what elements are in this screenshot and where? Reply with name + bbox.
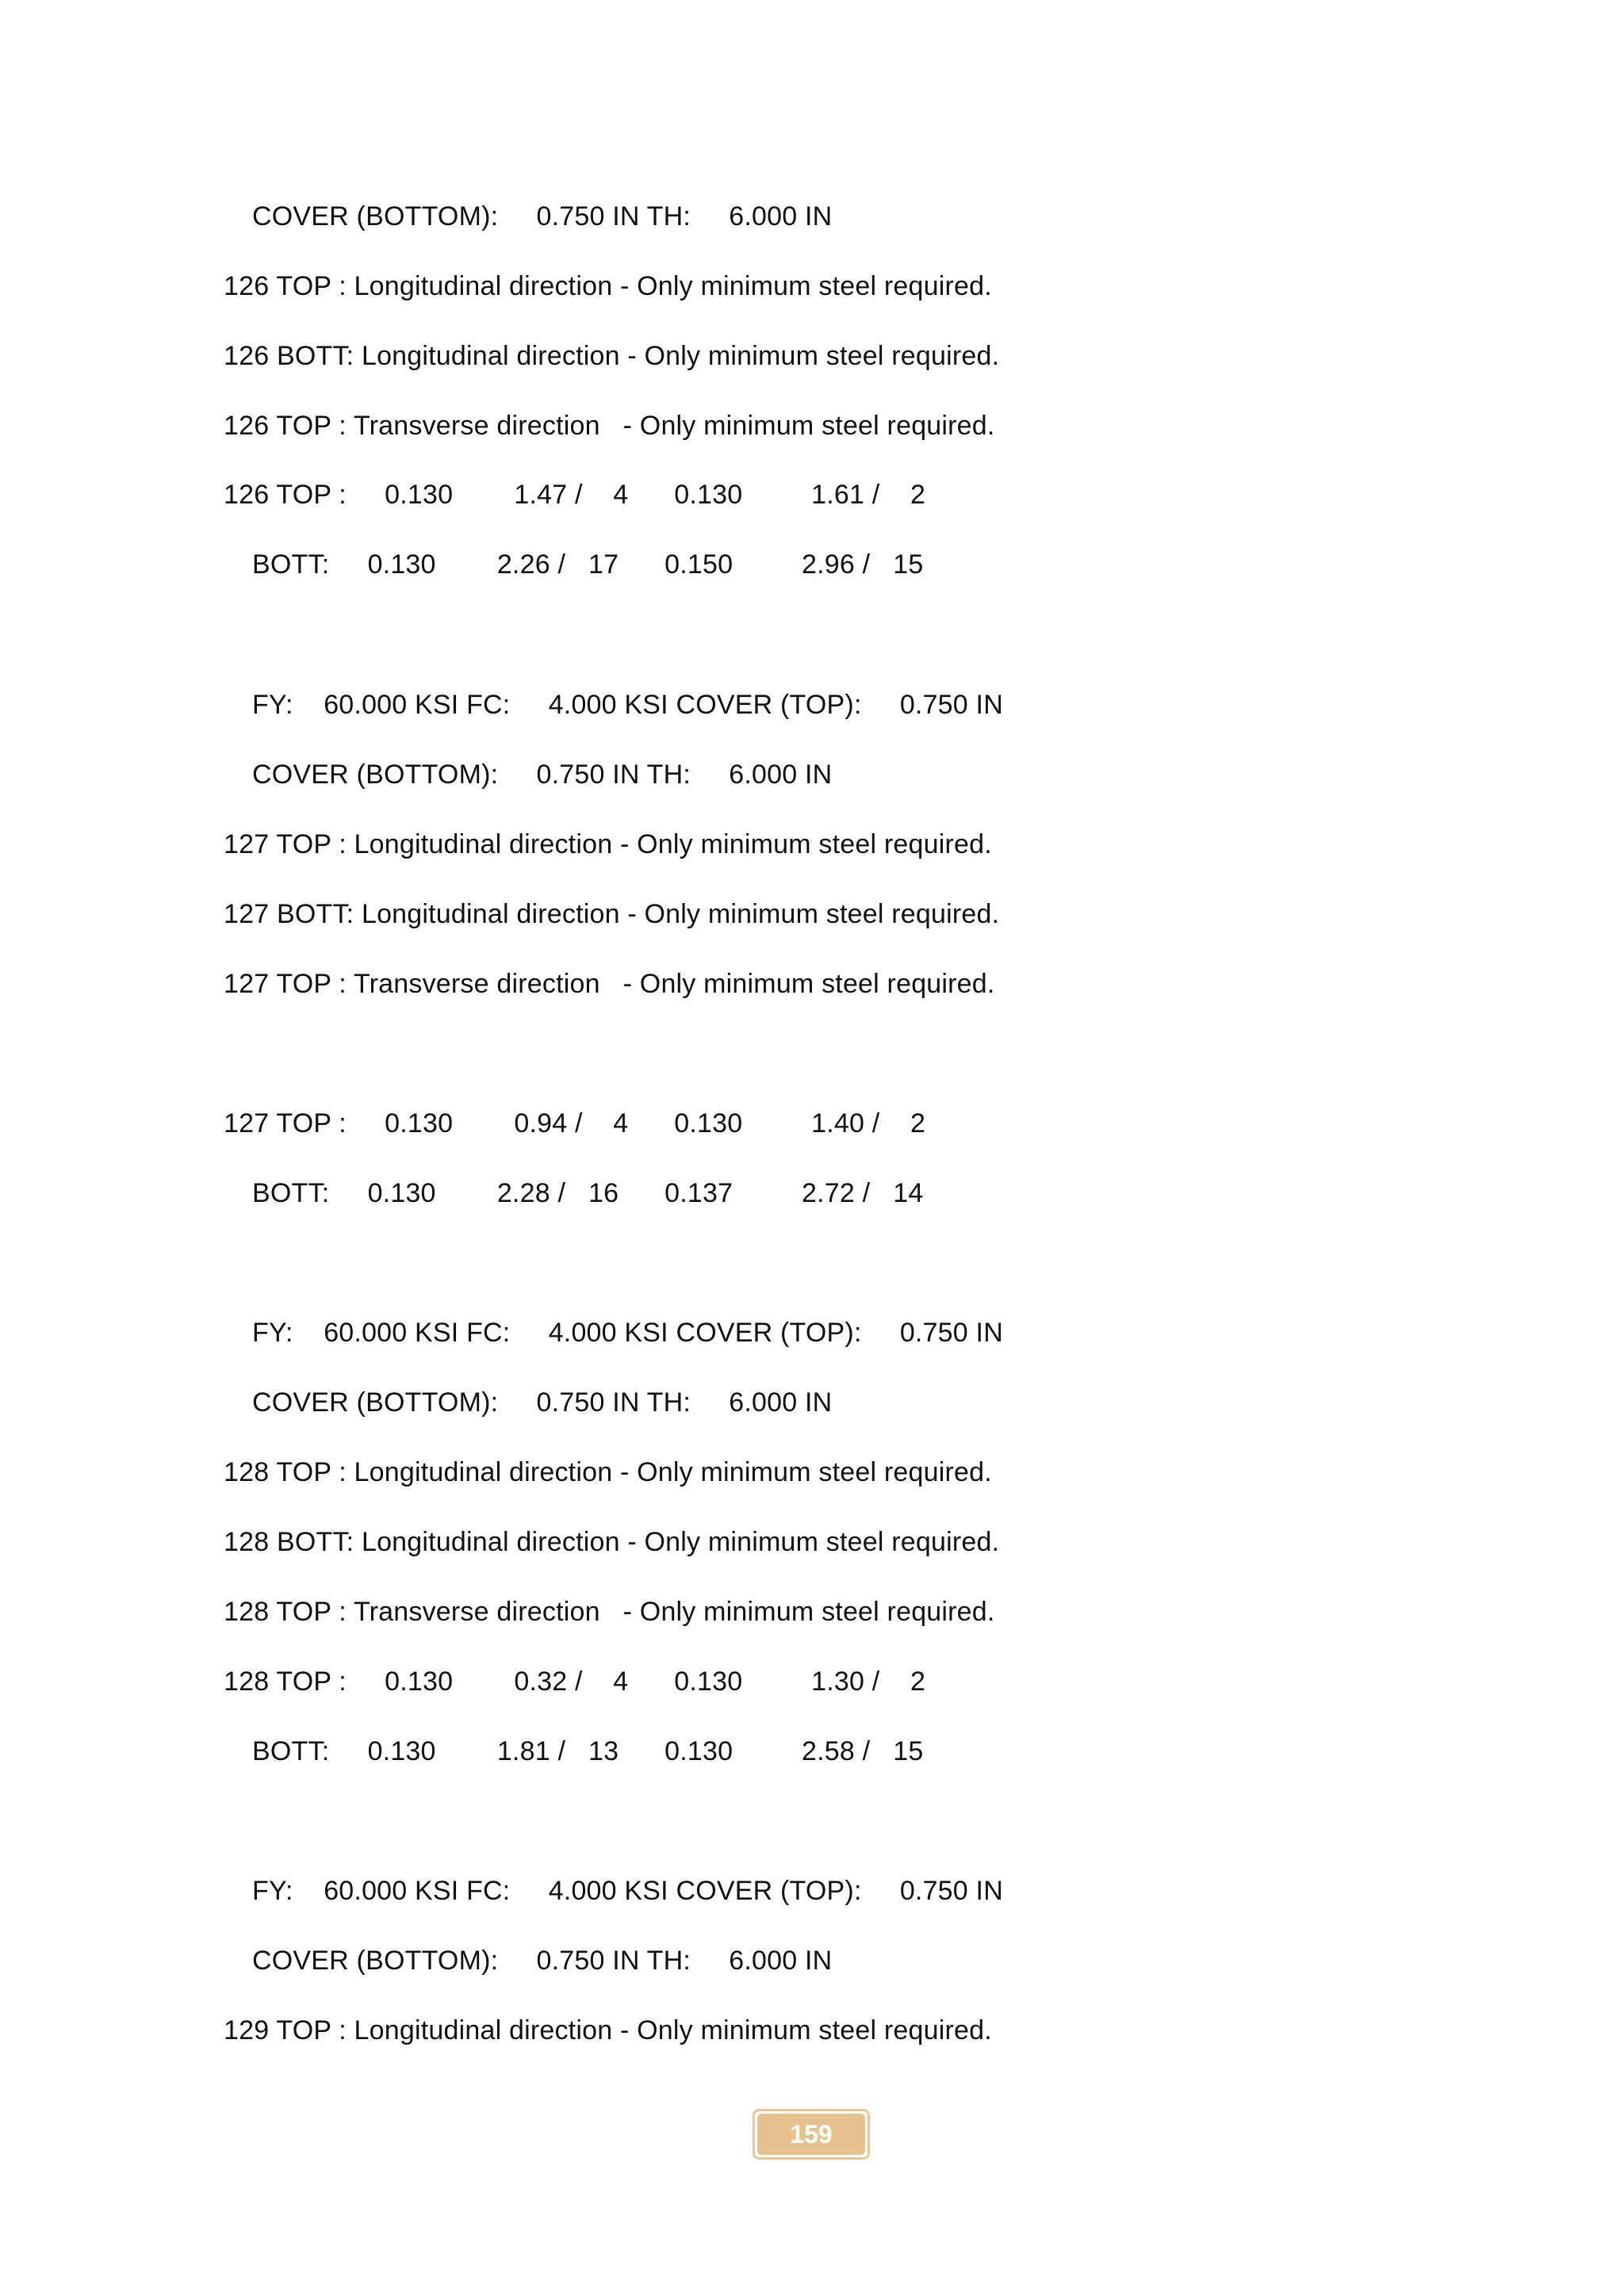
text-line: FY: 60.000 KSI FC: 4.000 KSI COVER (TOP): 0.750 IN bbox=[252, 1876, 1003, 1906]
text-line: 127 TOP : Transverse direction - Only minimum steel required. bbox=[224, 969, 995, 999]
text-line: COVER (BOTTOM): 0.750 IN TH: 6.000 IN bbox=[252, 201, 833, 232]
text-line: 127 TOP : 0.130 0.94 / 4 0.130 1.40 / 2 bbox=[224, 1108, 926, 1138]
text-line: COVER (BOTTOM): 0.750 IN TH: 6.000 IN bbox=[252, 1946, 833, 1976]
text-line: 126 TOP : Transverse direction - Only minimum steel required. bbox=[224, 411, 995, 441]
text-line: 128 TOP : Longitudinal direction - Only minimum steel required. bbox=[224, 1457, 992, 1487]
page-number: 159 bbox=[757, 2114, 865, 2155]
page-number-badge bbox=[753, 2109, 870, 2160]
text-line: BOTT: 0.130 1.81 / 13 0.130 2.58 / 15 bbox=[252, 1736, 924, 1766]
text-line: 129 TOP : Longitudinal direction - Only minimum steel required. bbox=[224, 2015, 992, 2045]
text-line: 127 BOTT: Longitudinal direction - Only minimum steel required. bbox=[224, 899, 1000, 929]
text-line: 128 TOP : 0.130 0.32 / 4 0.130 1.30 / 2 bbox=[224, 1667, 926, 1697]
text-line: 126 TOP : Longitudinal direction - Only minimum steel required. bbox=[224, 271, 992, 301]
text-line: 126 TOP : 0.130 1.47 / 4 0.130 1.61 / 2 bbox=[224, 480, 926, 510]
text-line: COVER (BOTTOM): 0.750 IN TH: 6.000 IN bbox=[252, 760, 833, 790]
text-line: 126 BOTT: Longitudinal direction - Only minimum steel required. bbox=[224, 341, 1000, 371]
text-line: FY: 60.000 KSI FC: 4.000 KSI COVER (TOP): 0.750 IN bbox=[252, 690, 1003, 720]
text-line: BOTT: 0.130 2.28 / 16 0.137 2.72 / 14 bbox=[252, 1178, 924, 1208]
text-line: FY: 60.000 KSI FC: 4.000 KSI COVER (TOP): 0.750 IN bbox=[252, 1318, 1003, 1348]
text-line: BOTT: 0.130 2.26 / 17 0.150 2.96 / 15 bbox=[252, 549, 924, 580]
text-line: COVER (BOTTOM): 0.750 IN TH: 6.000 IN bbox=[252, 1387, 833, 1418]
text-line: 128 TOP : Transverse direction - Only minimum steel required. bbox=[224, 1597, 995, 1627]
text-line: 127 TOP : Longitudinal direction - Only minimum steel required. bbox=[224, 829, 992, 859]
text-line: 128 BOTT: Longitudinal direction - Only minimum steel required. bbox=[224, 1527, 1000, 1557]
